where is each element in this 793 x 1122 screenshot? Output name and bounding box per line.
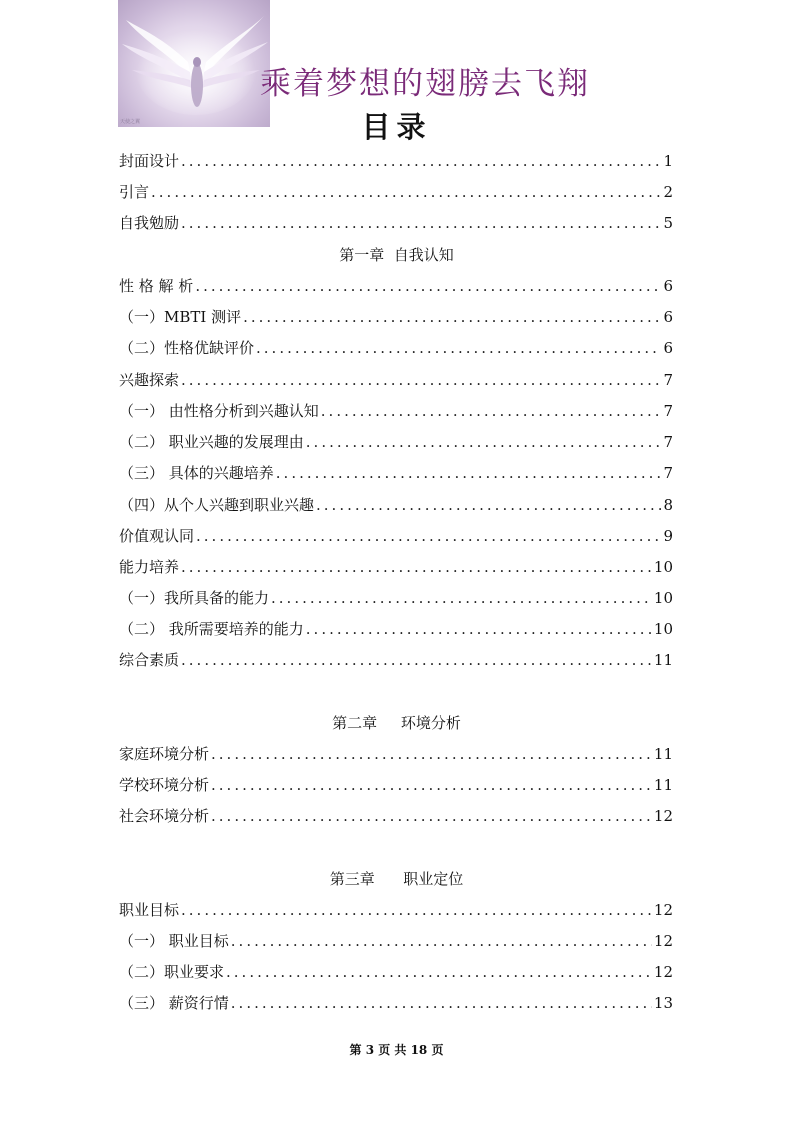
toc-dot-leader	[256, 337, 661, 359]
slogan-title: 乘着梦想的翅膀去飞翔	[260, 66, 590, 102]
toc-entry[interactable]	[119, 618, 673, 640]
toc-page-number: 11	[653, 651, 673, 669]
chapter-heading: 第二章 环境分析	[332, 714, 461, 732]
toc-entry[interactable]	[119, 556, 673, 578]
page-footer: 第 3 页 共 18 页	[349, 1043, 444, 1057]
toc-dot-leader	[211, 743, 652, 765]
toc-entry-label: （一）我所具备的能力	[119, 589, 270, 607]
toc-entry-label: （二） 职业兴趣的发展理由	[119, 433, 304, 451]
toc-entry[interactable]	[119, 337, 673, 359]
toc-entry[interactable]	[119, 525, 673, 547]
toc-dot-leader	[321, 400, 662, 422]
toc-page-number: 11	[653, 745, 673, 763]
toc-entry-label: 价值观认同	[119, 527, 195, 545]
toc-dot-leader	[276, 462, 662, 484]
toc-page-number: 6	[663, 308, 673, 326]
toc-page-number: 12	[653, 901, 673, 919]
toc-dot-leader	[181, 212, 661, 234]
toc-dot-leader	[211, 774, 652, 796]
toc-dot-leader	[181, 649, 652, 671]
toc-entry[interactable]	[119, 181, 673, 203]
toc-entry[interactable]	[119, 743, 673, 765]
toc-page-number: 6	[663, 339, 673, 357]
toc-dot-leader	[181, 556, 652, 578]
toc-entry-label: 引言	[119, 183, 150, 201]
toc-entry-label: （一） 职业目标	[119, 932, 229, 950]
toc-entry-label: 封面设计	[119, 152, 180, 170]
toc-page-number: 7	[663, 433, 673, 451]
toc-entry-label: （二） 我所需要培养的能力	[119, 620, 304, 638]
toc-entry[interactable]	[119, 306, 673, 328]
toc-dot-leader	[181, 369, 661, 391]
toc-page-number: 1	[663, 152, 673, 170]
toc-page-number: 9	[663, 527, 673, 545]
toc-entry-label: （二）性格优缺评价	[119, 339, 255, 357]
toc-entry[interactable]	[119, 431, 673, 453]
toc-dot-leader	[195, 275, 661, 297]
toc-dot-leader	[316, 494, 661, 516]
toc-entry-label: 学校环境分析	[119, 776, 210, 794]
toc-page-number: 8	[663, 496, 673, 514]
toc-entry-label: 能力培养	[119, 558, 180, 576]
toc-entry-label: 社会环境分析	[119, 807, 210, 825]
toc-entry[interactable]	[119, 462, 673, 484]
toc-entry-label: 家庭环境分析	[119, 745, 210, 763]
page-title: 目录	[361, 110, 432, 144]
toc-page-number: 13	[653, 994, 673, 1012]
toc-dot-leader	[231, 992, 652, 1014]
toc-entry[interactable]	[119, 961, 673, 983]
toc-dot-leader	[181, 899, 652, 921]
toc-entry[interactable]	[119, 992, 673, 1014]
toc-page-number: 11	[653, 776, 673, 794]
toc-entry-label: （一） 由性格分析到兴趣认知	[119, 402, 319, 420]
toc-entry-label: 兴趣探索	[119, 371, 180, 389]
toc-page-number: 7	[663, 371, 673, 389]
toc-entry-label: 综合素质	[119, 651, 180, 669]
toc-entry[interactable]	[119, 212, 673, 234]
toc-entry[interactable]	[119, 649, 673, 671]
toc-dot-leader	[196, 525, 661, 547]
toc-page-number: 10	[653, 558, 673, 576]
chapter-heading: 第三章 职业定位	[329, 870, 464, 888]
toc-entry[interactable]	[119, 150, 673, 172]
toc-entry-label: 职业目标	[119, 901, 180, 919]
toc-entry[interactable]	[119, 930, 673, 952]
toc-dot-leader	[243, 306, 661, 328]
chapter-heading: 第一章 自我认知	[339, 246, 454, 264]
toc-entry-label: （四）从个人兴趣到职业兴趣	[119, 496, 315, 514]
toc-dot-leader	[306, 618, 652, 640]
toc-entry[interactable]	[119, 400, 673, 422]
toc-dot-leader	[151, 181, 661, 203]
toc-dot-leader	[231, 930, 652, 952]
toc-page-number: 12	[653, 932, 673, 950]
toc-entry[interactable]	[119, 587, 673, 609]
toc-page-number: 5	[663, 214, 673, 232]
toc-dot-leader	[271, 587, 652, 609]
toc-page-number: 6	[663, 277, 673, 295]
toc-dot-leader	[306, 431, 662, 453]
toc-dot-leader	[211, 805, 652, 827]
toc-page-number: 10	[653, 589, 673, 607]
toc-entry[interactable]	[119, 369, 673, 391]
toc-page-number: 12	[653, 963, 673, 981]
toc-page-number: 12	[653, 807, 673, 825]
banner-caption: 天使之翼	[120, 119, 141, 125]
toc-entry[interactable]	[119, 774, 673, 796]
toc-page-number: 2	[663, 183, 673, 201]
toc-entry-label: 自我勉励	[119, 214, 180, 232]
toc-entry[interactable]	[119, 275, 673, 297]
toc-entry[interactable]	[119, 494, 673, 516]
toc-entry-label: （三） 薪资行情	[119, 994, 229, 1012]
toc-entry-label: （三） 具体的兴趣培养	[119, 464, 274, 482]
toc-entry-label: （二）职业要求	[119, 963, 225, 981]
toc-page-number: 10	[653, 620, 673, 638]
toc-entry-label: （一）MBTI 测评	[119, 308, 242, 326]
toc-page-number: 7	[663, 464, 673, 482]
toc-page-number: 7	[663, 402, 673, 420]
toc-entry-label: 性 格 解 析	[119, 277, 194, 295]
toc-entry[interactable]	[119, 899, 673, 921]
toc-dot-leader	[181, 150, 661, 172]
toc-entry[interactable]	[119, 805, 673, 827]
toc-dot-leader	[226, 961, 652, 983]
